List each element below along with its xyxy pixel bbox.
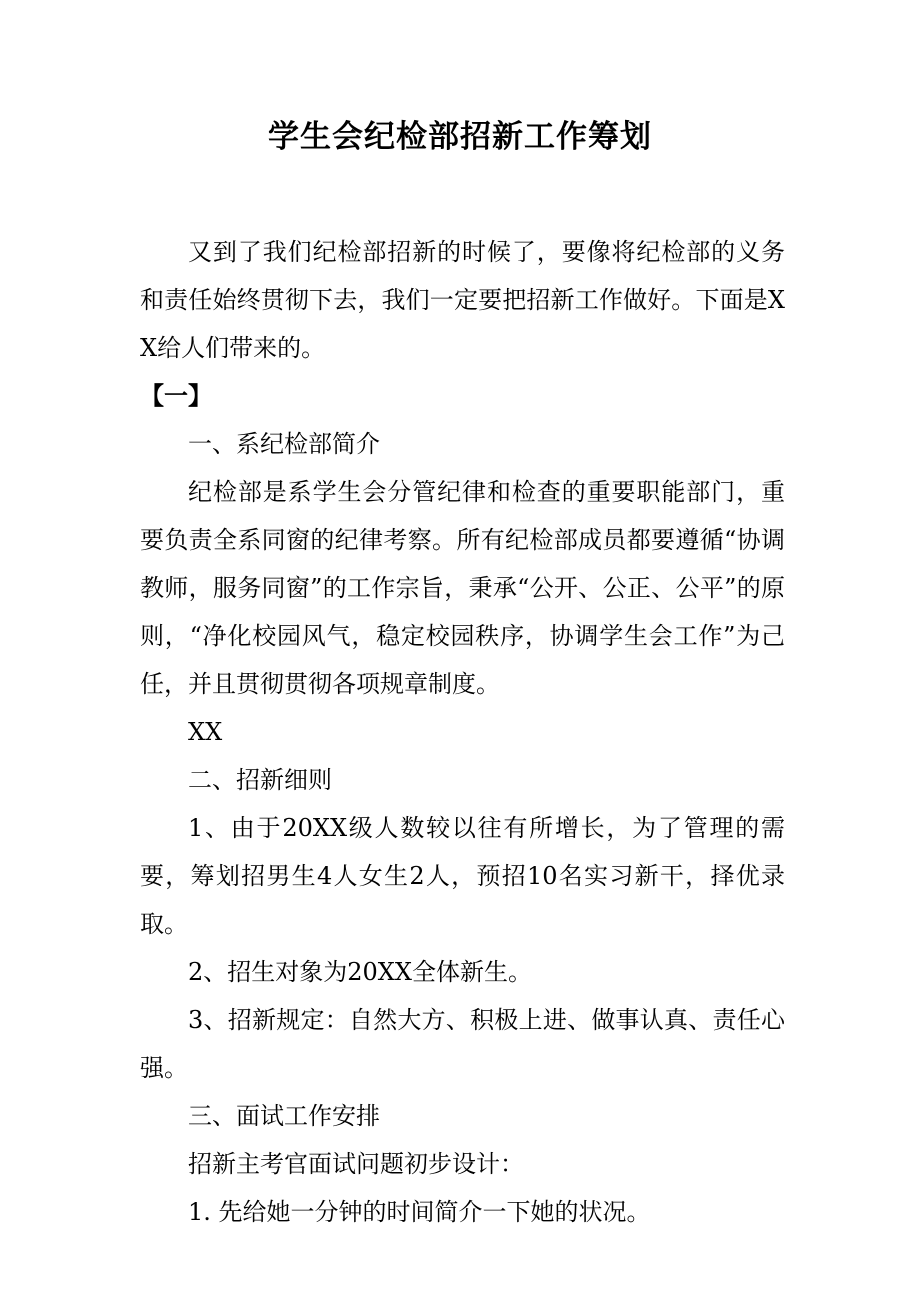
intro-paragraph: 又到了我们纪检部招新的时候了，要像将纪检部的义务和责任始终贯彻下去，我们一定要把招新工作做好。下面是XX给人们带来的。 xyxy=(140,238,785,362)
rule-item-3: 3、招新规定：自然大方、积极上进、做事认真、责任心强。 xyxy=(140,1006,785,1082)
placeholder-line: XX xyxy=(188,718,223,746)
document-body xyxy=(140,228,785,1236)
section-marker: 【一】 xyxy=(140,381,212,410)
department-description-paragraph: 纪检部是系学生会分管纪律和检查的重要职能部门，重要负责全系同窗的纪律考察。所有纪检部成员都要遵循“协调教师，服务同窗”的工作宗旨，秉承“公开、公正、公平”的原则，“净化校园风气，稳定校园秩序，协调学生会工作”为己任，并且贯彻贯彻各项规章制度。 xyxy=(140,478,785,698)
heading-interview-arrangement: 三、面试工作安排 xyxy=(188,1102,380,1130)
document-title: 学生会纪检部招新工作筹划 xyxy=(268,119,652,155)
rule-item-2: 2、招生对象为20XX全体新生。 xyxy=(188,958,532,986)
interview-question-1: 1. 先给她一分钟的时间简介一下她的状况。 xyxy=(188,1198,651,1226)
heading-recruitment-rules: 二、招新细则 xyxy=(188,766,332,794)
heading-introduction: 一、系纪检部简介 xyxy=(188,430,380,458)
interview-questions-intro: 招新主考官面试问题初步设计： xyxy=(188,1150,524,1178)
rule-item-1: 1、由于20XX级人数较以往有所增长，为了管理的需要，筹划招男生4人女生2人，预招10名实习新干，择优录取。 xyxy=(140,814,785,938)
